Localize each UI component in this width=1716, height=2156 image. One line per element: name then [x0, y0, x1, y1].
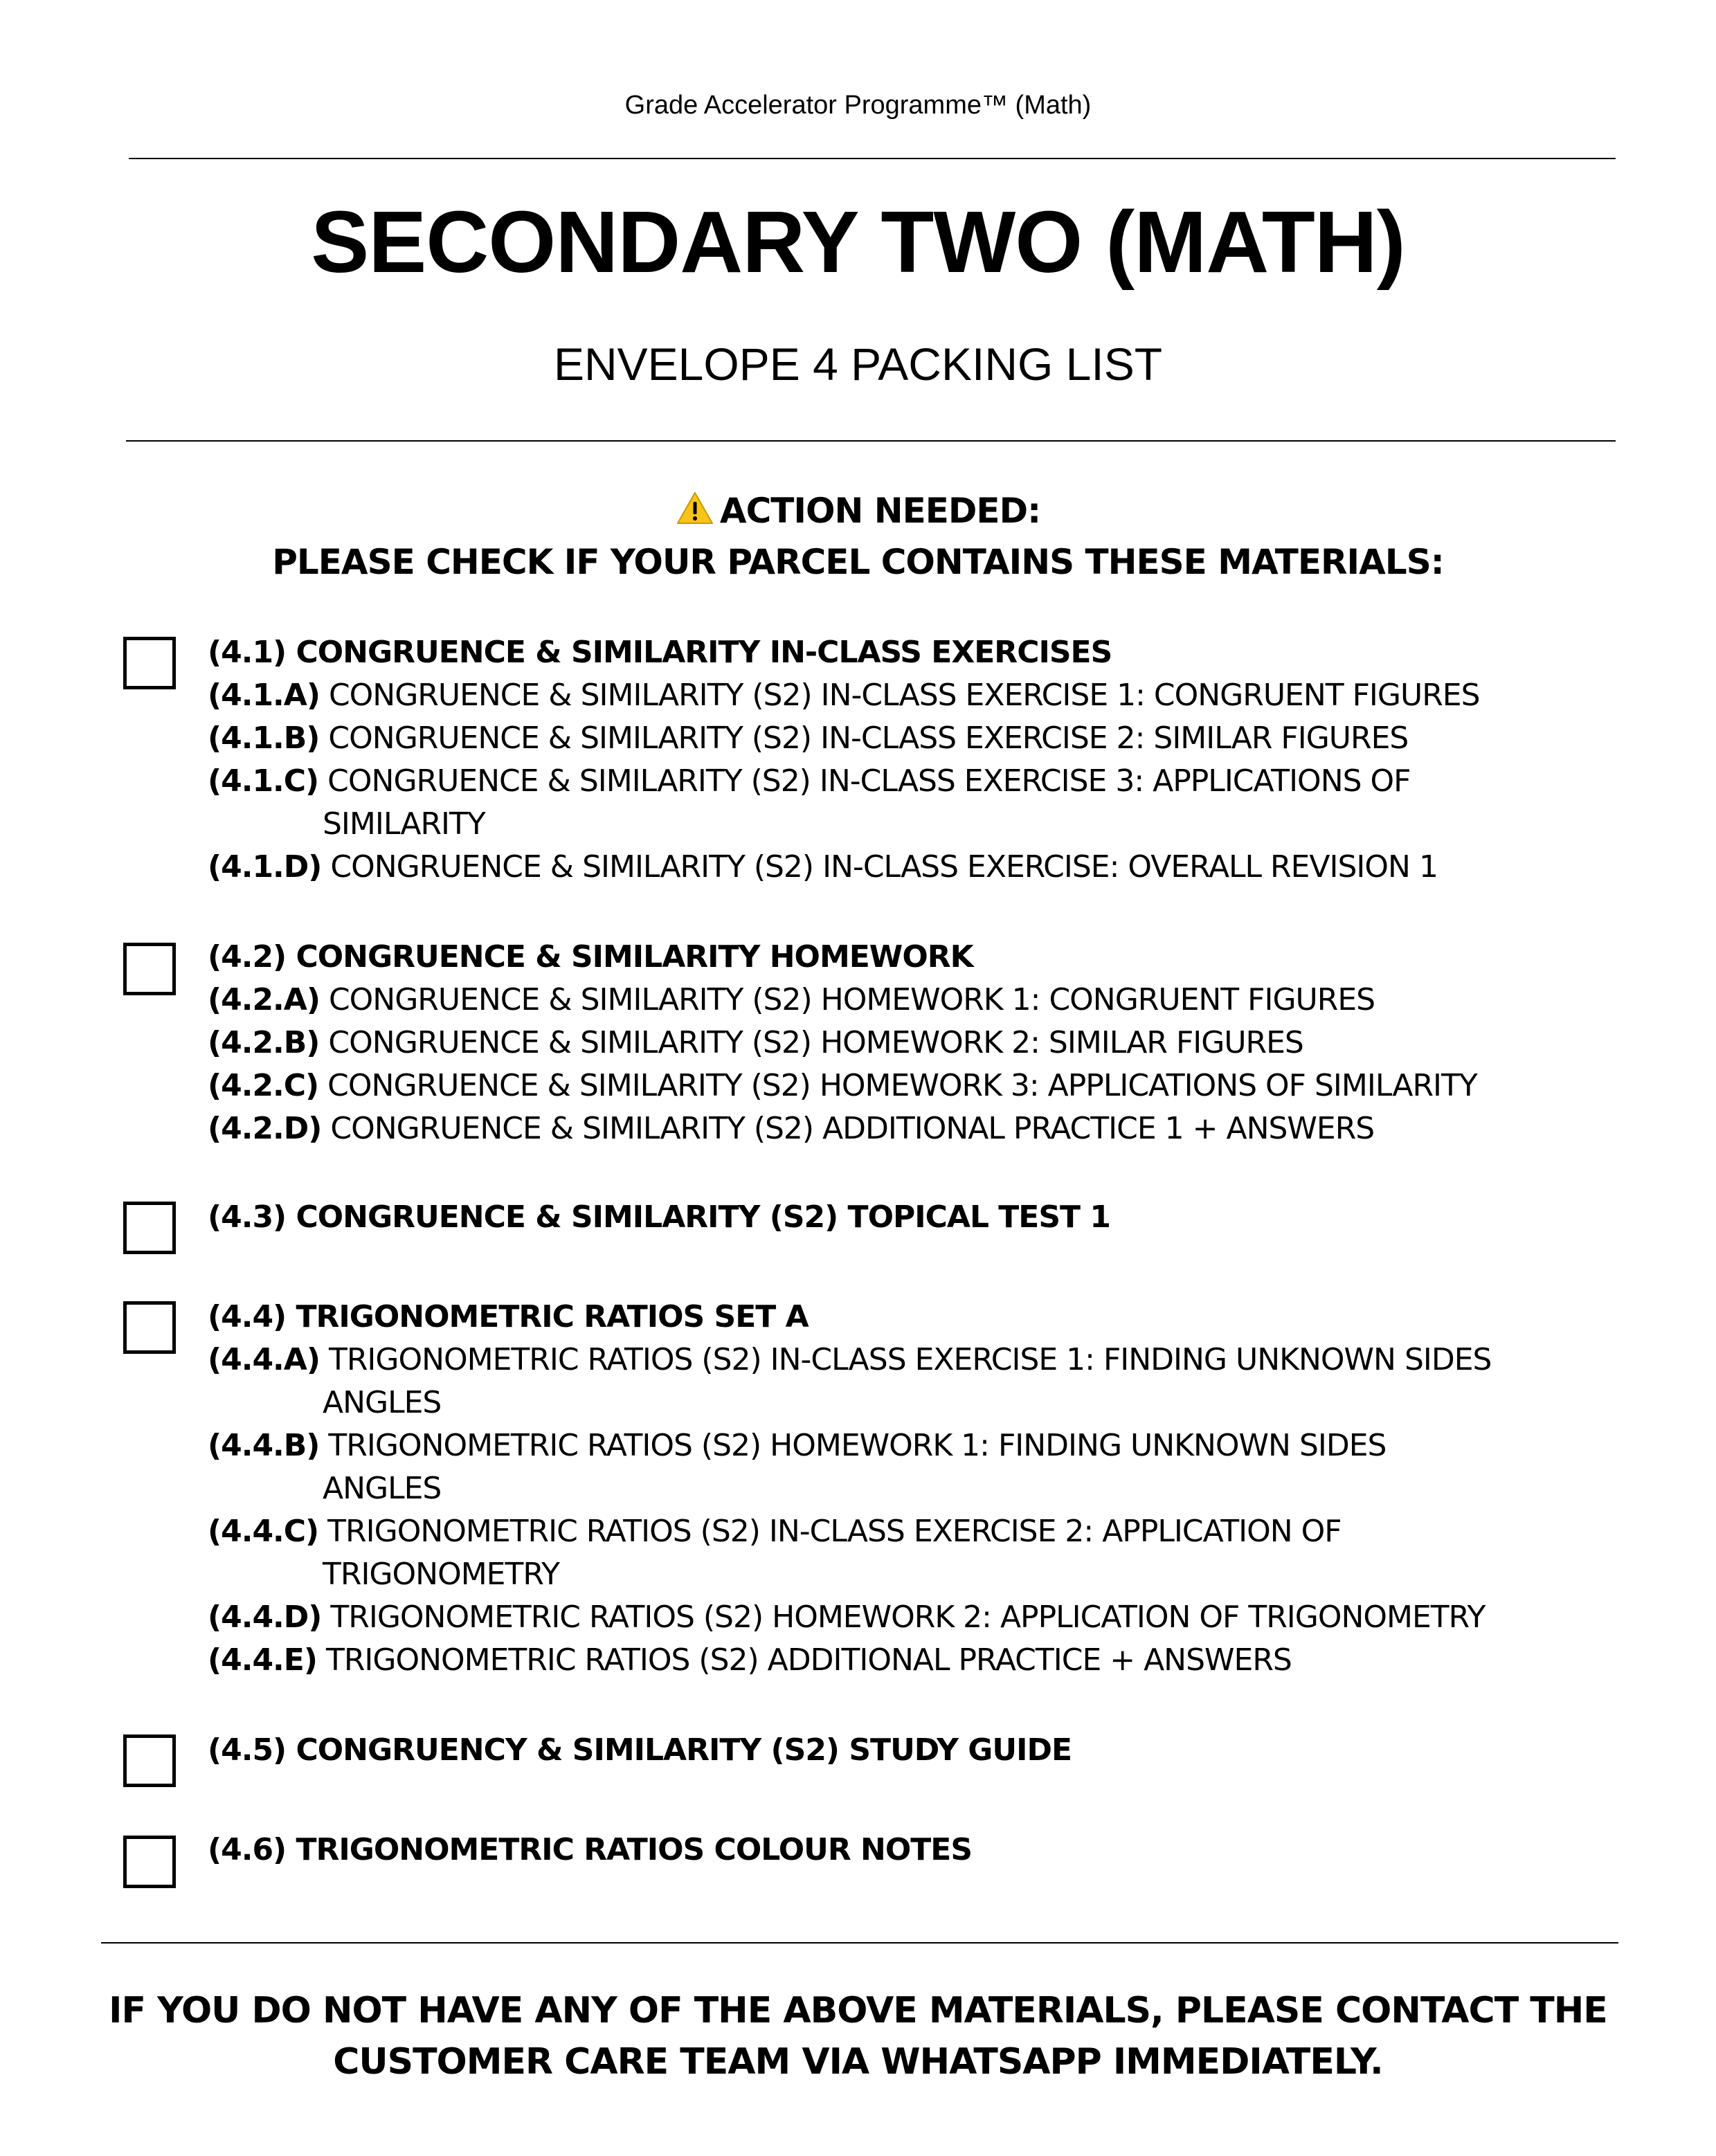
title-divider	[126, 440, 1616, 442]
list-item	[208, 760, 1564, 846]
list-item	[208, 846, 1564, 889]
action-needed-heading	[0, 489, 1716, 533]
item-text-continued: TRIGONOMETRY	[323, 1557, 559, 1592]
item-text-continued: SIMILARITY	[323, 806, 485, 842]
item-text: CONGRUENCE & SIMILARITY (S2) ADDITIONAL PRACTICE 1 + ANSWERS	[330, 1111, 1375, 1146]
header-divider	[129, 158, 1616, 159]
warning-icon	[676, 491, 714, 525]
item-text: TRIGONOMETRIC RATIOS (S2) HOMEWORK 2: APPLICATION OF TRIGONOMETRY	[330, 1600, 1485, 1635]
list-item	[208, 1065, 1564, 1107]
list-item	[208, 1339, 1564, 1424]
brand-header: Grade Accelerator Programme™ (Math)	[624, 91, 1092, 120]
item-code: (4.1.A)	[208, 678, 320, 713]
section-title: (4.5) CONGRUENCY & SIMILARITY (S2) STUDY GUIDE	[208, 1732, 1072, 1768]
checkbox-4-6[interactable]	[123, 1836, 176, 1888]
contact-notice	[0, 1985, 1716, 2087]
item-code: (4.4.C)	[208, 1514, 319, 1549]
list-item	[208, 979, 1564, 1022]
item-code: (4.2.B)	[208, 1025, 320, 1060]
page-title: SECONDARY TWO (MATH)	[311, 193, 1405, 291]
contact-notice-line-1: IF YOU DO NOT HAVE ANY OF THE ABOVE MATERIALS, PLEASE CONTACT THE	[109, 1990, 1607, 2031]
item-code: (4.2.C)	[208, 1068, 319, 1103]
item-text: CONGRUENCE & SIMILARITY (S2) HOMEWORK 2: SIMILAR FIGURES	[328, 1025, 1303, 1060]
checkbox-4-4[interactable]	[123, 1301, 176, 1354]
item-text: CONGRUENCE & SIMILARITY (S2) HOMEWORK 1: CONGRUENT FIGURES	[328, 982, 1375, 1017]
item-code: (4.4.A)	[208, 1342, 320, 1377]
item-text: CONGRUENCE & SIMILARITY (S2) IN-CLASS EXERCISE 3: APPLICATIONS OF	[327, 763, 1411, 799]
item-code: (4.4.D)	[208, 1600, 322, 1635]
section-title: (4.1) CONGRUENCE & SIMILARITY IN-CLASS EXERCISES	[208, 635, 1112, 670]
item-text: CONGRUENCE & SIMILARITY (S2) IN-CLASS EXERCISE 1: CONGRUENT FIGURES	[328, 678, 1480, 713]
checkbox-4-3[interactable]	[123, 1202, 176, 1254]
section-title: (4.4) TRIGONOMETRIC RATIOS SET A	[208, 1299, 809, 1334]
contact-notice-line-2: CUSTOMER CARE TEAM VIA WHATSAPP IMMEDIATELY.	[333, 2041, 1383, 2083]
list-item	[208, 1639, 1564, 1682]
list-item	[208, 1510, 1564, 1596]
section-title: (4.2) CONGRUENCE & SIMILARITY HOMEWORK	[208, 939, 973, 975]
item-text-continued: ANGLES	[323, 1471, 442, 1506]
item-text: TRIGONOMETRIC RATIOS (S2) IN-CLASS EXERCISE 2: APPLICATION OF	[327, 1514, 1342, 1549]
item-text: TRIGONOMETRIC RATIOS (S2) ADDITIONAL PRACTICE + ANSWERS	[325, 1642, 1292, 1678]
item-text: TRIGONOMETRIC RATIOS (S2) IN-CLASS EXERCISE 1: FINDING UNKNOWN SIDES	[328, 1342, 1492, 1377]
item-code: (4.2.A)	[208, 982, 320, 1017]
item-text-continued: ANGLES	[323, 1385, 442, 1420]
item-text: CONGRUENCE & SIMILARITY (S2) IN-CLASS EXERCISE 2: SIMILAR FIGURES	[328, 721, 1409, 756]
page-subtitle: ENVELOPE 4 PACKING LIST	[553, 338, 1163, 390]
list-item	[208, 1596, 1564, 1639]
item-code: (4.1.B)	[208, 721, 320, 756]
section-title: (4.3) CONGRUENCE & SIMILARITY (S2) TOPICAL TEST 1	[208, 1199, 1110, 1235]
checkbox-4-1[interactable]	[123, 637, 176, 689]
item-code: (4.1.D)	[208, 849, 322, 885]
checkbox-4-5[interactable]	[123, 1734, 176, 1787]
item-code: (4.2.D)	[208, 1111, 322, 1146]
item-code: (4.4.B)	[208, 1428, 320, 1463]
list-item	[208, 1022, 1564, 1065]
list-item	[208, 1424, 1564, 1510]
checkbox-4-2[interactable]	[123, 943, 176, 995]
footer-divider	[101, 1942, 1618, 1944]
item-text: CONGRUENCE & SIMILARITY (S2) HOMEWORK 3: APPLICATIONS OF SIMILARITY	[327, 1068, 1477, 1103]
item-code: (4.4.E)	[208, 1642, 317, 1678]
check-instruction: PLEASE CHECK IF YOUR PARCEL CONTAINS THESE MATERIALS:	[272, 542, 1444, 582]
list-item	[208, 674, 1564, 717]
item-text: CONGRUENCE & SIMILARITY (S2) IN-CLASS EXERCISE: OVERALL REVISION 1	[330, 849, 1438, 885]
list-item	[208, 717, 1564, 760]
action-needed-label: ACTION NEEDED:	[719, 491, 1041, 531]
item-code: (4.1.C)	[208, 763, 319, 799]
list-item	[208, 1107, 1564, 1150]
item-text: TRIGONOMETRIC RATIOS (S2) HOMEWORK 1: FINDING UNKNOWN SIDES	[328, 1428, 1387, 1463]
section-title: (4.6) TRIGONOMETRIC RATIOS COLOUR NOTES	[208, 1832, 973, 1867]
